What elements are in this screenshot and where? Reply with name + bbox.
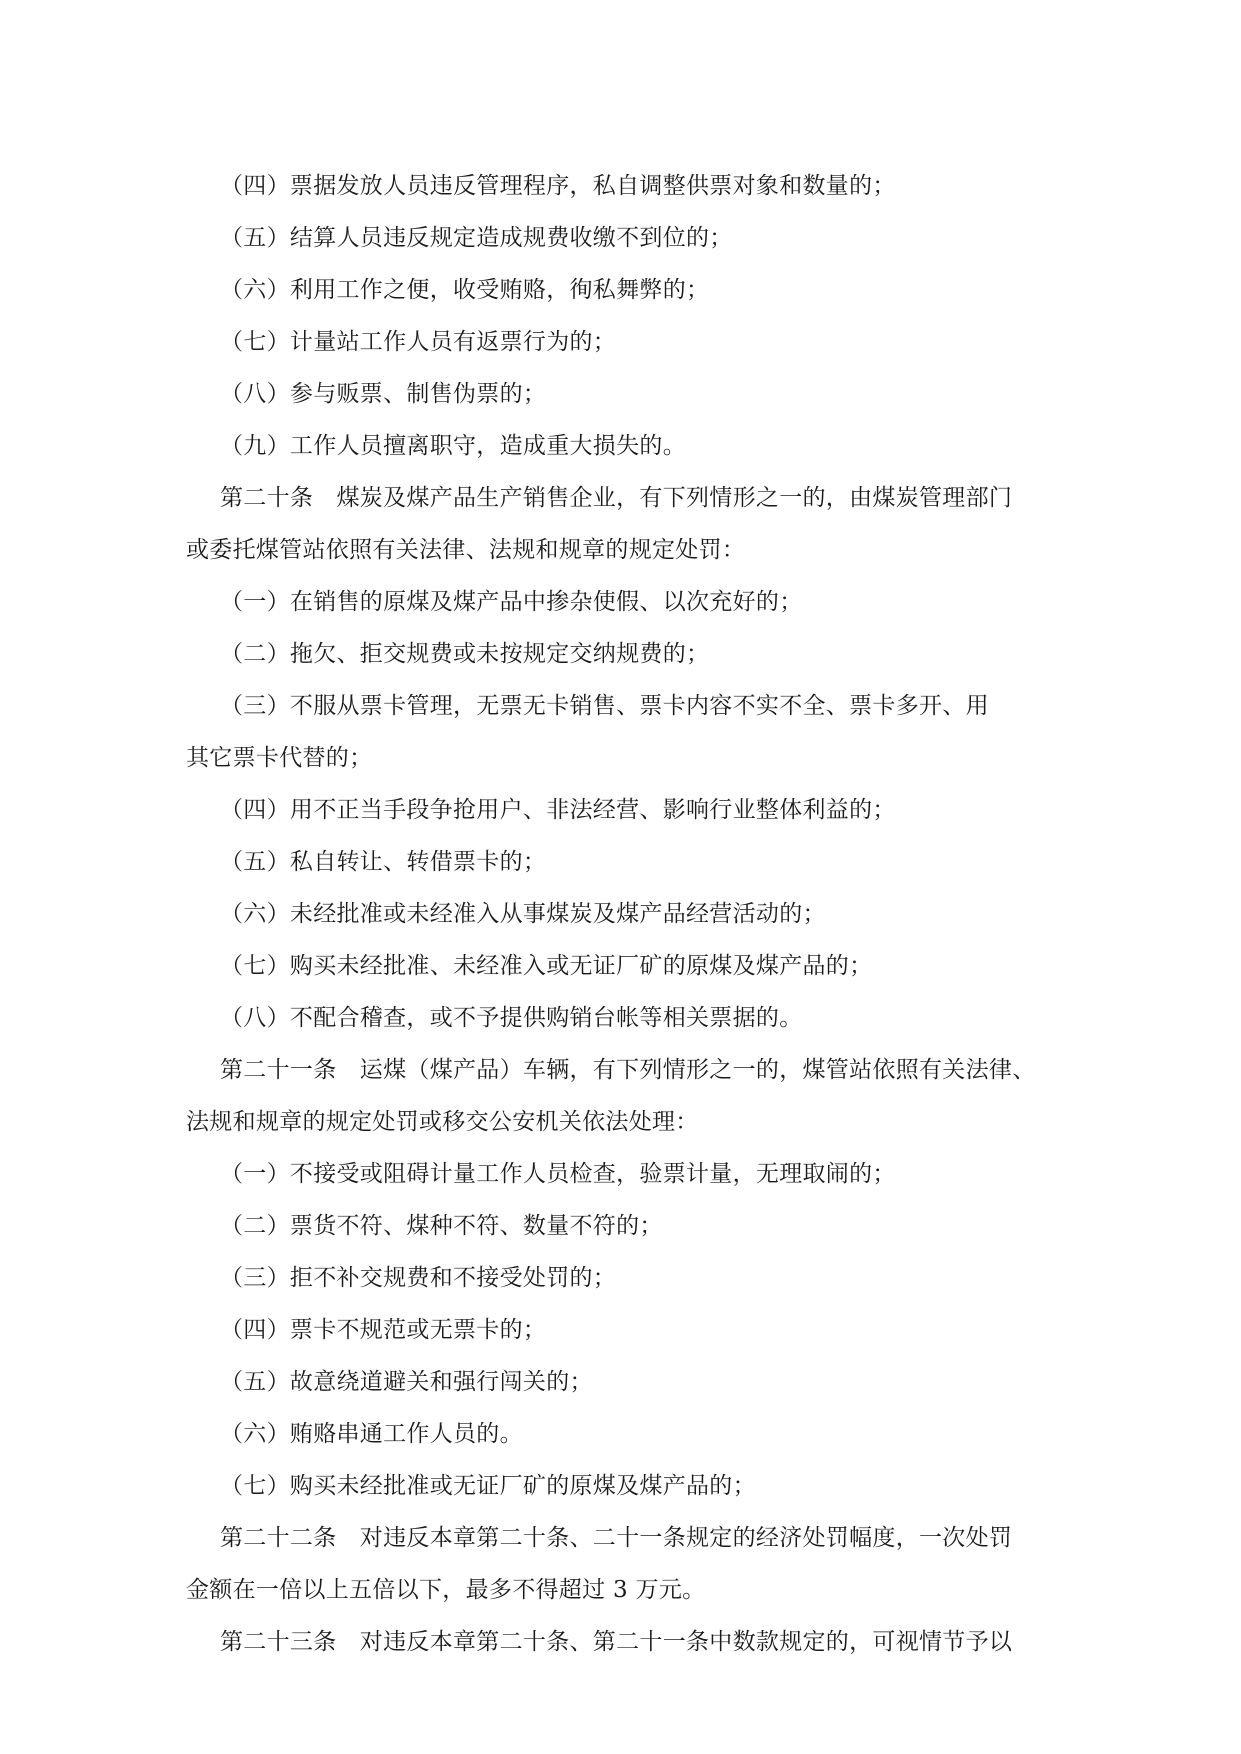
clause-item: （八）不配合稽查，或不予提供购销台帐等相关票据的。 (220, 1005, 803, 1031)
clause-item: （一）不接受或阻碍计量工作人员检查，验票计量，无理取闹的； (220, 1161, 896, 1187)
clause-item: （四）用不正当手段争抢用户、非法经营、影响行业整体利益的； (220, 797, 896, 823)
clause-continuation: 其它票卡代替的； (186, 745, 373, 771)
clause-item: （二）票货不符、煤种不符、数量不符的； (220, 1213, 663, 1239)
clause-item: （七）计量站工作人员有返票行为的； (220, 329, 617, 355)
article-22-continuation: 金额在一倍以上五倍以下，最多不得超过 3 万元。 (186, 1577, 706, 1603)
clause-item: （七）购买未经批准或无证厂矿的原煤及煤产品的； (220, 1473, 756, 1499)
clause-item: （六）未经批准或未经准入从事煤炭及煤产品经营活动的； (220, 901, 826, 927)
article-20-heading: 第二十条 煤炭及煤产品生产销售企业，有下列情形之一的，由煤炭管理部门 (220, 485, 1013, 511)
article-22-heading: 第二十二条 对违反本章第二十条、二十一条规定的经济处罚幅度，一次处罚 (220, 1525, 1013, 1551)
clause-item: （五）私自转让、转借票卡的； (220, 849, 547, 875)
clause-item: （四）票据发放人员违反管理程序，私自调整供票对象和数量的； (220, 173, 896, 199)
article-21-heading: 第二十一条 运煤（煤产品）车辆，有下列情形之一的，煤管站依照有关法律、 (220, 1057, 1036, 1083)
clause-item: （七）购买未经批准、未经准入或无证厂矿的原煤及煤产品的； (220, 953, 873, 979)
article-21-continuation: 法规和规章的规定处罚或移交公安机关依法处理： (186, 1109, 699, 1135)
clause-item: （五）结算人员违反规定造成规费收缴不到位的； (220, 225, 733, 251)
document-body (186, 160, 1066, 1668)
clause-item: （三）不服从票卡管理，无票无卡销售、票卡内容不实不全、票卡多开、用 (220, 693, 989, 719)
clause-item: （一）在销售的原煤及煤产品中掺杂使假、以次充好的； (220, 589, 803, 615)
clause-item: （六）利用工作之便，收受贿赂，徇私舞弊的； (220, 277, 710, 303)
clause-item: （四）票卡不规范或无票卡的； (220, 1317, 547, 1343)
clause-item: （五）故意绕道避关和强行闯关的； (220, 1369, 593, 1395)
clause-item: （六）贿赂串通工作人员的。 (220, 1421, 523, 1447)
clause-item: （九）工作人员擅离职守，造成重大损失的。 (220, 433, 686, 459)
article-23-heading: 第二十三条 对违反本章第二十条、第二十一条中数款规定的，可视情节予以 (220, 1629, 1013, 1655)
article-20-continuation: 或委托煤管站依照有关法律、法规和规章的规定处罚： (186, 537, 746, 563)
clause-item: （三）拒不补交规费和不接受处罚的； (220, 1265, 617, 1291)
clause-item: （八）参与贩票、制售伪票的； (220, 381, 547, 407)
clause-item: （二）拖欠、拒交规费或未按规定交纳规费的； (220, 641, 710, 667)
